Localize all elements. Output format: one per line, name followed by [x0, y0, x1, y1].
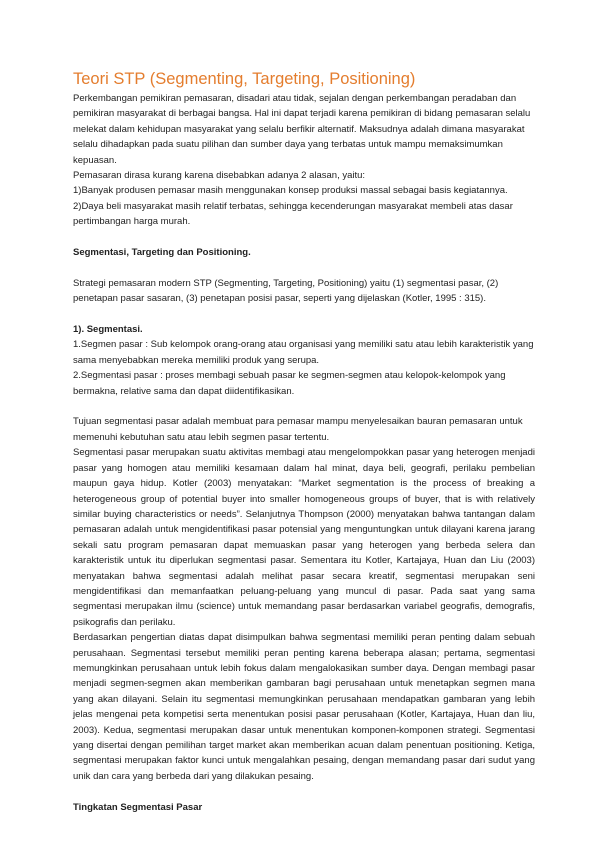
spacer — [73, 230, 535, 245]
body-paragraph-definisi: Segmentasi pasar merupakan suatu aktivitas membagi atau mengelompokkan pasar yang heterogen menjadi pasar yang homogen atau memiliki kesamaan dalam hal minat, daya beli, geografi, perilaku pembelian maupun gaya hidup. Kotler (2003) menyatakan: “Market segmentation is the process of breaking a heterogeneous group of potential buyer into smaller homogeneous groups of buyer, that is with relatively similar buying characteristics or needs”. Selanjutnya Thompson (2000) menyatakan bahwa tantangan dalam pemasaran adalah untuk mengidentifikasi pasar potensial yang menguntungkan untuk dilayani karena jarang sekali satu program pemasaran dapat memuaskan pasar yang heterogen yang berbeda selera dan karakteristik untuk itu diperlukan segmentasi pasar. Sementara itu Kotler, Kartajaya, Huan dan Liu (2003) menyatakan bahwa segmentasi adalah melihat pasar secara kreatif, segmentasi merupakan seni mengidentifikasi dan memanfaatkan peluang-peluang yang muncul di pasar. Pada saat yang sama segmentasi merupakan ilmu (science) untuk memandang pasar berdasarkan variabel geografis, demografis, psikografis dan perilaku. — [73, 447, 535, 628]
intro-reasons-lead: Pemasaran dirasa kurang karena disebabkan adanya 2 alasan, yaitu: — [73, 170, 366, 182]
definition-segmen-pasar: 1.Segmen pasar : Sub kelompok orang-orang atau organisasi yang memiliki satu atau lebih karakteristik yang sama menyebabkan mereka memiliki produk yang serupa. — [73, 339, 534, 366]
section-heading-tingkatan: Tingkatan Segmentasi Pasar — [73, 801, 203, 813]
definition-segmentasi-pasar: 2.Segmentasi pasar : proses membagi sebuah pasar ke segmen-segmen atau kelopok-kelompok yang bermakna, relative sama dan dapat diidentifikasikan. — [73, 370, 506, 397]
stp-strategy-paragraph: Strategi pemasaran modern STP (Segmenting, Targeting, Positioning) yaitu (1) segmentasi pasar, (2) penetapan pasar sasaran, (3) penetapan posisi pasar, seperti yang dijelaskan (Kotler, 1995 : 315). — [73, 277, 499, 305]
spacer — [73, 260, 535, 275]
spacer — [73, 307, 535, 322]
section-heading-stp: Segmentasi, Targeting dan Positioning. — [73, 247, 251, 259]
intro-reason-1: 1)Banyak produsen pemasar masih menggunakan konsep produksi massal sebagai basis kegiatannya. — [73, 185, 508, 197]
document-page — [73, 68, 535, 815]
intro-paragraph: Perkembangan pemikiran pemasaran, disadari atau tidak, sejalan dengan perkembangan peradaban dan pemikiran masyarakat di berbagai bangsa. Hal ini dapat terjadi karena pemikiran di bidang pemasaran selalu melekat dalam kehidupan masyarakat yang selalu berfikir alternatif. Maksudnya adalah dimana masyarakat selalu dihadapkan pada suatu pilihan dan sumber daya yang terbatas untuk mampu memaksimumkan kepuasan. — [73, 93, 531, 166]
intro-reason-2: 2)Daya beli masyarakat masih relatif terbatas, sehingga kecenderungan masyarakat membeli atas dasar pertimbangan harga murah. — [73, 200, 513, 228]
spacer — [73, 399, 535, 414]
document-title: Teori STP (Segmenting, Targeting, Positioning) — [73, 70, 416, 88]
spacer — [73, 784, 535, 799]
body-paragraph-peran: Berdasarkan pengertian diatas dapat disimpulkan bahwa segmentasi memiliki peran penting dalam sebuah perusahaan. Segmentasi tersebut memiliki peran penting karena beberapa alasan; pertama, segmentasi memungkinkan perusahaan untuk lebih fokus dalam mengalokasikan sumber daya. Dengan membagi pasar menjadi segmen-segmen akan memberikan gambaran bagi perusahaan untuk menetapkan segmen mana yang akan dilayani. Selain itu segmentasi memungkinkan perusahaan mendapatkan gambaran yang lebih jelas mengenai peta kompetisi serta menentukan posisi pasar perusahaan (Kotler, Kartajaya, Huan dan liu, 2003). Kedua, segmentasi merupakan dasar untuk menentukan komponen-komponen strategi. Segmentasi yang disertai dengan pemilihan target market akan memberikan acuan dalam penentuan positioning. Ketiga, segmentasi merupakan faktor kunci untuk mengalahkan pesaing, dengan memandang pasar dari sudut yang unik dan cara yang berbeda dari yang dilakukan pesaing. — [73, 632, 535, 782]
section-heading-segmentasi: 1). Segmentasi. — [73, 324, 143, 336]
body-paragraph-tujuan: Tujuan segmentasi pasar adalah membuat para pemasar mampu menyelesaikan bauran pemasaran untuk memenuhi kebutuhan satu atau lebih segmen pasar tertentu. — [73, 416, 523, 443]
